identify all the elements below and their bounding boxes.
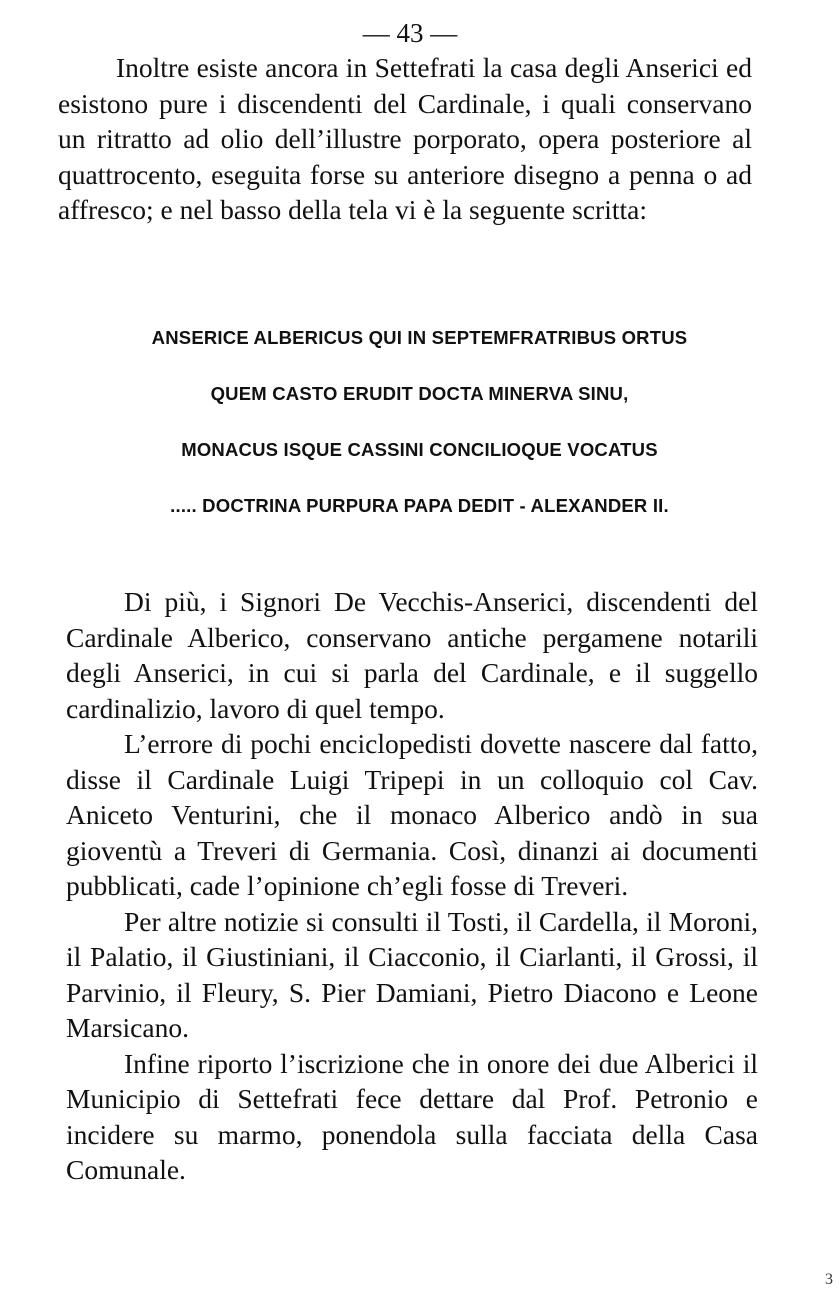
paragraph-anserici-house: Inoltre esiste ancora in Settefrati la casa degli Anserici ed esistono pure i discendenti del Cardinale, i quali conservano un ritratto ad olio dell’illustre porporato, opera posteriore al quattrocento, eseguita forse su anteriore disegno a penna o ad affresco; e nel basso della tela vi è la seguente scritta: (58, 52, 752, 225)
inscription-line-4: ..... DOCTRINA PURPURA PAPA DEDIT - ALEXANDER II. (170, 495, 669, 516)
inscription-line-3: MONACUS ISQUE CASSINI CONCILIOQUE VOCATUS (181, 439, 658, 460)
paragraph-iscrizione: Infine riporto l’iscrizione che in onore dei due Alberici il Municipio di Settefrati fece dettare dal Prof. Petronio e incidere su marmo, ponendola sulla facciata della Casa Comunale. (66, 1047, 758, 1185)
corner-mark: 3 (825, 1271, 833, 1288)
bottom-text-block (66, 584, 758, 1188)
paragraph-de-vecchis: Di più, i Signori De Vecchis-Anserici, discendenti del Cardinale Alberico, conservano antiche pergamene notarili degli Anserici, in cui si parla del Cardinale, e il suggello cardinalizio, lavoro di quel tempo. (66, 586, 758, 724)
top-text-block (58, 50, 752, 228)
latin-inscription (0, 318, 839, 542)
paragraph-errore: L’errore di pochi enciclopedisti dovette nascere dal fatto, disse il Cardinale Luigi Tripepi in un colloquio col Cav. Aniceto Venturini, che il monaco Alberico andò in sua gioventù a Treveri di Germania. Così, dinanzi ai documenti pubblicati, cade l’opinione ch’egli fosse di Treveri. (66, 728, 758, 901)
paragraph-altre-notizie: Per altre notizie si consulti il Tosti, il Cardella, il Moroni, il Palatio, il Giustiniani, il Ciacconio, il Ciarlanti, il Grossi, il Parvinio, il Fleury, S. Pier Damiani, Pietro Diacono e Leone Marsicano. (66, 905, 758, 1043)
page-number: — 43 — (362, 18, 458, 48)
inscription-line-1: ANSERICE ALBERICUS QUI IN SEPTEMFRATRIBUS ORTUS (151, 327, 688, 348)
inscription-line-2: QUEM CASTO ERUDIT DOCTA MINERVA SINU, (210, 383, 629, 404)
